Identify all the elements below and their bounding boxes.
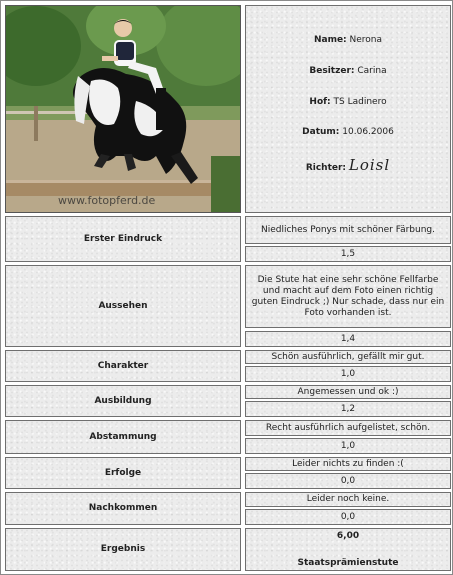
farm-row bbox=[246, 97, 450, 107]
horse-photo bbox=[5, 5, 241, 213]
label-successes: Erfolge bbox=[5, 457, 241, 489]
name-row bbox=[246, 35, 450, 45]
score-first-impression: 1,5 bbox=[245, 246, 451, 262]
judge-signature: Loisl bbox=[348, 156, 391, 174]
label-pedigree: Abstammung bbox=[5, 420, 241, 454]
label-result: Ergebnis bbox=[5, 528, 241, 571]
date-value: 10.06.2006 bbox=[342, 127, 394, 137]
photo-watermark: www.fotopferd.de bbox=[58, 194, 156, 207]
comment-character: Schön ausführlich, gefällt mir gut. bbox=[245, 350, 451, 364]
result-score: 6,00 bbox=[336, 531, 360, 541]
result-panel bbox=[245, 528, 451, 571]
score-successes: 0,0 bbox=[245, 473, 451, 489]
label-offspring: Nachkommen bbox=[5, 492, 241, 525]
label-training: Ausbildung bbox=[5, 385, 241, 417]
owner-value: Carina bbox=[357, 66, 387, 76]
comment-first-impression: Niedliches Ponys mit schöner Färbung. bbox=[245, 216, 451, 244]
farm-label: Hof: bbox=[309, 97, 331, 107]
label-appearance: Aussehen bbox=[5, 265, 241, 347]
score-character: 1,0 bbox=[245, 366, 451, 382]
result-title: Staatsprämienstute bbox=[297, 558, 399, 568]
date-row bbox=[246, 127, 450, 137]
label-character: Charakter bbox=[5, 350, 241, 382]
owner-label: Besitzer: bbox=[309, 66, 355, 76]
score-pedigree: 1,0 bbox=[245, 438, 451, 454]
comment-training: Angemessen und ok :) bbox=[245, 385, 451, 399]
label-first-impression: Erster Eindruck bbox=[5, 216, 241, 262]
name-value: Nerona bbox=[349, 35, 383, 45]
judge-row bbox=[246, 156, 450, 174]
horse-photo-illustration bbox=[6, 6, 240, 212]
owner-row bbox=[246, 66, 450, 76]
comment-offspring: Leider noch keine. bbox=[245, 492, 451, 507]
horse-info-panel bbox=[245, 5, 451, 213]
score-offspring: 0,0 bbox=[245, 509, 451, 525]
score-training: 1,2 bbox=[245, 401, 451, 417]
score-appearance: 1,4 bbox=[245, 331, 451, 347]
date-label: Datum: bbox=[302, 127, 340, 137]
judge-label: Richter: bbox=[305, 163, 347, 173]
name-label: Name: bbox=[313, 35, 347, 45]
comment-pedigree: Recht ausführlich aufgelistet, schön. bbox=[245, 420, 451, 436]
comment-successes: Leider nichts zu finden :( bbox=[245, 457, 451, 471]
farm-value: TS Ladinero bbox=[333, 97, 387, 107]
comment-appearance: Die Stute hat eine sehr schöne Fellfarbe und macht auf dem Foto einen richtig guten Eindruck ;) Nur schade, dass nur ein Foto vorhanden ist. bbox=[245, 265, 451, 328]
